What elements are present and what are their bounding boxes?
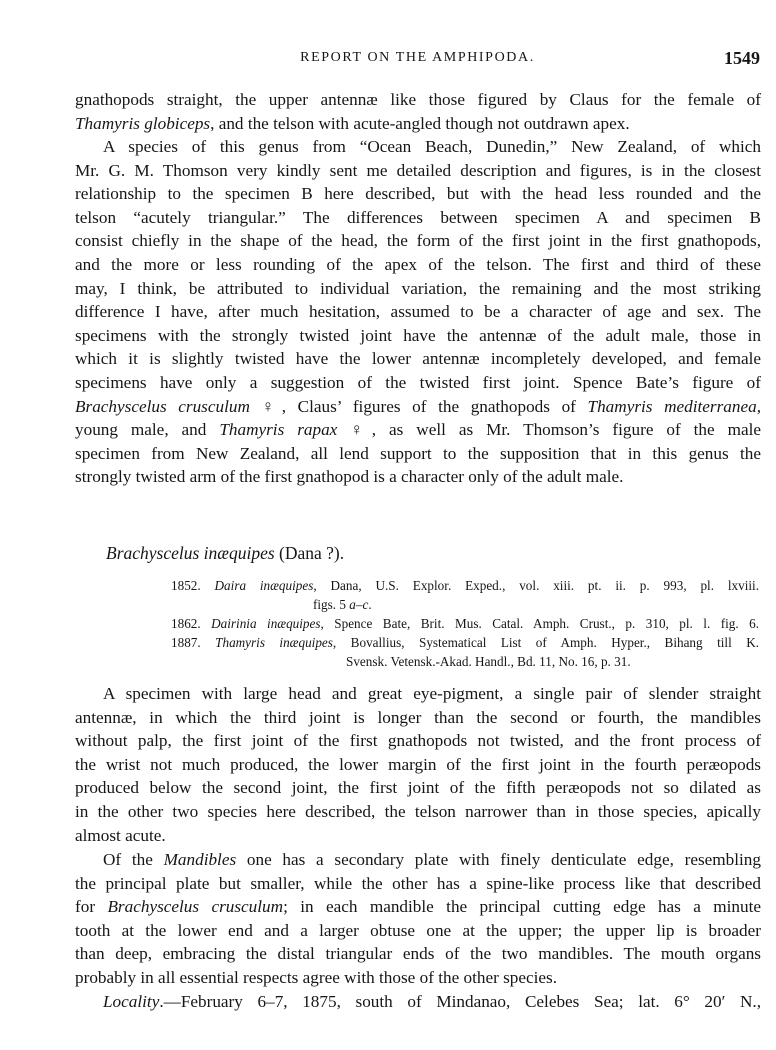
paragraph-description bbox=[75, 682, 761, 847]
taxon-name: Thamyris mediterranea bbox=[587, 396, 757, 416]
text-line: specimens have only a suggestion of the twisted first joint. Spence Bate’s figure of bbox=[75, 372, 761, 392]
text-line: tooth at the lower end and a larger obtuse one at the upper; the upper lip is broader bbox=[75, 920, 761, 940]
text-line: in the other two species here described, the telson narrower than in those species, apically bbox=[75, 801, 761, 821]
text-line: difference I have, after much hesitation, assumed to be a character of age and sex. The bbox=[75, 302, 761, 322]
text-line: almost acute. bbox=[75, 825, 166, 845]
page-number: 1549 bbox=[724, 48, 760, 68]
text-line: the principal plate but smaller, while the other has a spine-like process like that described bbox=[75, 873, 761, 893]
synonymy-line: 1862. Dairinia inæquipes, Spence Bate, Brit. Mus. Catal. Amph. Crust., p. 310, pl. l. fig. 6. bbox=[171, 616, 760, 631]
text-line: for Brachyscelus crusculum; in each mandible the principal cutting edge has a minute bbox=[75, 897, 762, 917]
text-line: Thamyris globiceps, and the telson with acute-angled though not outdrawn apex. bbox=[75, 113, 630, 133]
section-term: Mandibles bbox=[163, 850, 237, 869]
species-name: Brachyscelus inæquipes bbox=[106, 543, 275, 563]
taxon-name: Thamyris inæquipes bbox=[215, 635, 333, 650]
text-line: specimens with the strongly twisted joint have the antennæ of the adult male, those in bbox=[75, 325, 761, 345]
text-line: and the more or less rounding of the apex of the telson. The first and third of these bbox=[75, 254, 761, 274]
running-title: REPORT ON THE AMPHIPODA. bbox=[300, 50, 535, 65]
text-line: A specimen with large head and great eye-pigment, a single pair of slender straight bbox=[103, 684, 761, 703]
text-line: telson “acutely triangular.” The differences between specimen A and specimen B bbox=[75, 207, 761, 227]
text-line: A species of this genus from “Ocean Beach, Dunedin,” New Zealand, of which bbox=[103, 137, 761, 156]
taxon-name: Dairinia inæquipes bbox=[211, 616, 321, 631]
text-line: relationship to the specimen B here described, but with the head less rounded and the bbox=[75, 184, 761, 204]
synonymy-entry bbox=[171, 614, 759, 633]
running-header bbox=[75, 48, 760, 72]
synonymy-entry bbox=[171, 633, 759, 671]
paragraph-continuation bbox=[75, 88, 761, 135]
species-heading bbox=[106, 543, 344, 564]
text-line: Mr. G. M. Thomson very kindly sent me detailed description and figures, is in the closest bbox=[75, 160, 761, 180]
text-line: Brachyscelus crusculum ♀, Claus’ figures of the gnathopods of Thamyris mediterranea, bbox=[75, 396, 761, 416]
text-line: produced below the second joint, the first joint of the fifth peræopods not so dilated as bbox=[75, 778, 761, 798]
synonymy-line: 1852. Daira inæquipes, Dana, U.S. Explor. Exped., vol. xiii. pt. ii. p. 993, pl. lxviii. bbox=[171, 578, 760, 593]
locality-label: Locality bbox=[103, 992, 160, 1011]
synonymy-line: Svensk. Vetensk.-Akad. Handl., Bd. 11, No. 16, p. 31. bbox=[346, 654, 631, 669]
text-line: antennæ, in which the third joint is longer than the second or fourth, the mandibles bbox=[75, 707, 761, 727]
text-line: which it is slightly twisted have the lower antennæ incompletely developed, and female bbox=[75, 349, 761, 369]
text-line: Of the Mandibles one has a secondary plate with finely denticulate edge, resembling bbox=[103, 850, 761, 869]
text-line: than deep, embracing the distal triangular ends of the two mandibles. The mouth organs bbox=[75, 944, 761, 964]
text-line: may, I think, be attributed to individual variation, the remaining and the most striking bbox=[75, 278, 761, 298]
synonymy-line: figs. 5 a–c. bbox=[313, 597, 372, 612]
synonymy-entry bbox=[171, 576, 759, 614]
text-line: consist chiefly in the shape of the head, the form of the first joint in the first gnathopods, bbox=[75, 231, 761, 251]
text-line: Locality.—February 6–7, 1875, south of Mindanao, Celebes Sea; lat. 6° 20′ N., bbox=[103, 992, 761, 1011]
paragraph-locality bbox=[75, 990, 761, 1014]
text-line: specimen from New Zealand, all lend support to the supposition that in this genus the bbox=[75, 443, 761, 463]
text-line: without palp, the first joint of the first gnathopods not twisted, and the front process of bbox=[75, 731, 761, 751]
taxon-name: Thamyris globiceps bbox=[75, 113, 211, 133]
paragraph-thomson bbox=[75, 135, 761, 489]
taxon-name: Brachyscelus crusculum bbox=[107, 897, 284, 917]
text-line: young male, and Thamyris rapax ♀, as well as Mr. Thomson’s figure of the male bbox=[75, 420, 762, 440]
text-line: probably in all essential respects agree with those of the other species. bbox=[75, 967, 558, 987]
taxon-name: Brachyscelus crusculum bbox=[75, 396, 250, 416]
text-line: the wrist not much produced, the lower margin of the first joint in the fourth peræopods bbox=[75, 754, 761, 774]
text-line: gnathopods straight, the upper antennæ like those figured by Claus for the female of bbox=[75, 90, 761, 109]
taxon-name: Daira inæquipes bbox=[214, 578, 314, 593]
species-author: (Dana ?). bbox=[274, 543, 345, 563]
taxon-name: Thamyris rapax bbox=[219, 420, 338, 440]
paragraph-mandibles bbox=[75, 848, 761, 990]
synonymy-line: 1887. Thamyris inæquipes, Bovallius, Systematical List of Amph. Hyper., Bihang till K. bbox=[171, 635, 760, 650]
text-line: strongly twisted arm of the first gnathopod is a character only of the adult male. bbox=[75, 467, 624, 487]
